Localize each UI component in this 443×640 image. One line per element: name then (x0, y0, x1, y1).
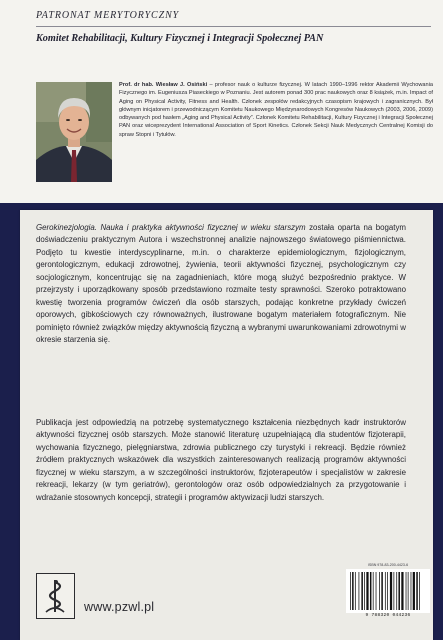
author-bio (119, 81, 433, 139)
description-paragraph-1 (36, 222, 406, 347)
asclepius-snake-icon (37, 574, 73, 617)
book-title: Gerokinezjologia. Nauka i praktyka aktywności fizycznej w wieku starszym (36, 223, 306, 232)
description-paragraph-2: Publikacja jest odpowiedzią na potrzebę systematycznego kształcenia niezbędnych kadr instruktorów aktywności fizycznej osób starszych. Może stanowić literaturę uzupełniającą dla studentów fizjoterapii, wychowania fizycznego, pielęgniarstwa, zdrowia publicznego czy turystyki i rekreacji. Będzie również źródłem praktycznych wskazówek dla wszystkich zainteresowanych realizacją programów aktywności fizycznej w wieku starszym, a w szczególności instruktorów, fizjoterapeutów i specjalistów w zakresie rekreacji, lekarzy (w tym geriatrów), gerontologów oraz osób odpowiedzialnych za przygotowanie i wdrażanie stosownych koncepcji, strategii i programów aktywizacji ludzi starszych. (36, 418, 406, 502)
publisher-logo (36, 573, 75, 619)
publisher-website: www.pzwl.pl (84, 600, 155, 614)
description-paragraph-1-text: została oparta na bogatym doświadczeniu praktycznym Autora i wszechstronnej analizie najnowszego światowego piśmiennictwa. Podjęto tu kwestie interdyscyplinarne, m.in. o charakterze epidemiologicznym, fizjologicznym, gerontologicznym, edukacji zdrowotnej, żywienia, teorii aktywności fizycznej, psychologicznym czy socjologicznym, koncentrując się na zagadnieniach, które mogą służyć bezpośrednio praktyce. W przejrzysty i uporządkowany sposób przedstawiono rozmaite testy sprawności. Szeroko potraktowano kwestię tworzenia programów ćwiczeń dla osób starszych, podając konkretne przykłady ćwiczeń oporowych, gibkościowych czy równoważnych, ilustrowane bogatym materiałem fotograficznym. Nie pominięto również związków między aktywnością fizyczną a wybranymi uwarunkowaniami zdrowotnymi w okresie starzenia się. (36, 223, 407, 345)
barcode-number: 9 788320 044236 (365, 613, 411, 618)
patronage-panel (0, 0, 443, 203)
divider (36, 26, 431, 27)
isbn-label: ISBN 978-83-200-4423-6 (367, 563, 409, 567)
patronage-heading: PATRONAT MERYTORYCZNY (36, 10, 180, 21)
barcode (346, 569, 430, 613)
author-portrait-icon (36, 82, 112, 182)
author-name: Prof. dr hab. Wiesław J. Osiński (119, 82, 208, 88)
barcode-bars-icon (346, 569, 430, 613)
author-bio-text: – profesor nauk o kulturze fizycznej. W latach 1990–1996 rektor Akademii Wychowania Fizycznego im. Eugeniusza Piaseckiego w Poznaniu. Jest autorem ponad 300 prac naukowych oraz 8 książek, m.in. Impact of Aging on Physical Activity, Fitness and Health. Członek zespołów redakcyjnych czasopism krajowych i zagranicznych. Był głównym inicjatorem i przewodniczącym Komitetu Naukowego Międzynarodowych Kongresów Naukowych (2003, 2006, 2009) odbywanych pod hasłem „Aging and Physical Activity”. Członek Komitetu Rehabilitacji, Kultury Fizycznej i Integracji Społecznej PAN oraz wiceprezydent International Association of Sport Kinetics. Członek Sekcji Nauk Medycznych Centralnej Komisji do spraw Stopni i Tytułów. (119, 82, 433, 138)
committee-name: Komitet Rehabilitacji, Kultury Fizycznej i Integracji Społecznej PAN (36, 33, 324, 44)
author-photo (36, 82, 112, 182)
